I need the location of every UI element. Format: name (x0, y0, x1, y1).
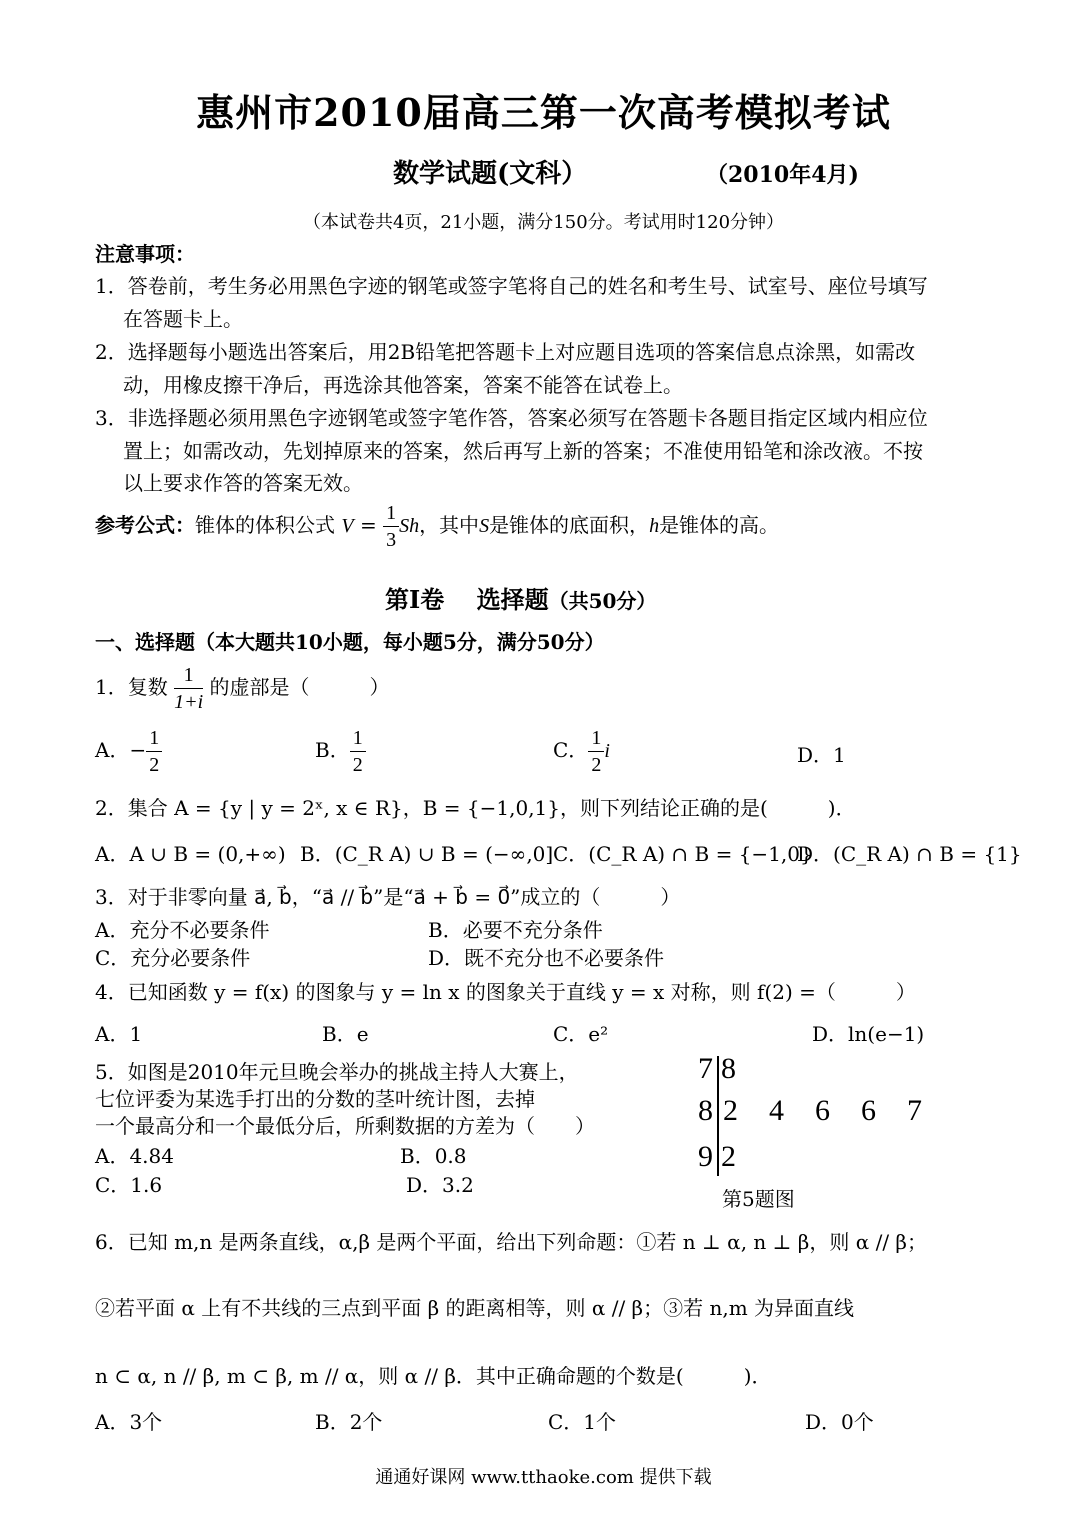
question-3: 3．对于非零向量 a⃗, b⃗，“a⃗ // b⃗”是“a⃗ + b⃗ = 0⃗”成立的（ ） (95, 885, 681, 909)
q3-option-d: D．既不充分也不必要条件 (428, 946, 665, 970)
q2-option-d: D．(C_R A) ∩ B = {1} (797, 842, 1022, 866)
q5-line-1: 5．如图是2010年元旦晚会举办的挑战主持人大赛上， (95, 1060, 579, 1084)
stem-8: 8 (698, 1094, 713, 1127)
q2-option-c: C．(C_R A) ∩ B = {−1,0} (553, 842, 813, 866)
formula-v: V (341, 515, 354, 537)
q1-option-b (315, 725, 366, 778)
formula-s: S (479, 515, 490, 537)
q1-option-c-den: 2 (591, 754, 602, 776)
formula-fraction (383, 500, 399, 553)
notice-heading: 注意事项： (95, 242, 195, 266)
notice-item-1-line-1: 1．答卷前，考生务必用黑色字迹的钢笔或签字笔将自己的姓名和考生号、试室号、座位号填写 (95, 274, 928, 298)
stem-9: 9 (698, 1140, 713, 1173)
q1-fraction (174, 662, 203, 715)
q1-option-d-label: D． (797, 743, 834, 767)
leaves-7: 8 (721, 1052, 736, 1085)
formula-text-3: 是锥体的底面积， (489, 513, 650, 537)
q5-option-c: C．1.6 (95, 1173, 163, 1197)
stem-leaf-caption: 第5题图 (722, 1187, 795, 1211)
q1-option-b-num: 1 (350, 725, 366, 752)
notice-item-2-line-1: 2．选择题每小题选出答案后，用2B铅笔把答题卡上对应题目选项的答案信息点涂黑，如需改 (95, 340, 916, 364)
notice-item-2-line-2: 动，用橡皮擦干净后，再选涂其他答案，答案不能答在试卷上。 (123, 373, 683, 397)
q5-option-b: B．0.8 (400, 1144, 467, 1168)
footer-source: 通通好课网 www.tthaoke.com 提供下载 (375, 1467, 712, 1488)
reference-formula (95, 500, 779, 553)
q5-line-2: 七位评委为某选手打出的分数的茎叶统计图，去掉 (95, 1087, 535, 1111)
question-4: 4．已知函数 y = f(x) 的图象与 y = ln x 的图象关于直线 y = x 对称，则 f(2) =（ ） (95, 980, 916, 1004)
question-2: 2．集合 A = {y | y = 2ˣ, x ∈ R}，B = {−1,0,1}，则下列结论正确的是( )． (95, 796, 856, 820)
q1-option-d (797, 740, 846, 770)
q1-option-d-value: 1 (833, 743, 846, 767)
q4-option-d: D．ln(e−1) (812, 1022, 925, 1046)
formula-eq: = (359, 513, 377, 537)
q6-option-a: A．3个 (95, 1410, 163, 1434)
q4-option-c: C．e² (553, 1022, 609, 1046)
q1-option-a-den: 2 (149, 754, 160, 776)
notice-item-3-line-2: 置上；如需改动，先划掉原来的答案，然后再写上新的答案；不准使用铅笔和涂改液。不按 (123, 439, 923, 463)
leaves-9: 2 (721, 1140, 736, 1173)
formula-text-1: 锥体的体积公式 (195, 513, 335, 537)
formula-text-2: ，其中 (419, 513, 480, 537)
notice-item-3-line-3: 以上要求作答的答案无效。 (123, 471, 363, 495)
formula-h: h (649, 515, 660, 537)
q5-line-3: 一个最高分和一个最低分后，所剩数据的方差为（ ） (95, 1114, 595, 1138)
q1-option-c-num: 1 (588, 725, 604, 752)
q1-option-b-den: 2 (352, 754, 363, 776)
formula-den: 3 (386, 529, 397, 551)
q2-option-a: A．A ∪ B = (0,+∞) (95, 842, 286, 866)
q1-prefix: 1．复数 (95, 675, 168, 699)
part-1-title: 第Ⅰ卷 选择题 (385, 585, 549, 614)
formula-text-4: 是锥体的高。 (659, 513, 780, 537)
q6-line-2: ②若平面 α 上有不共线的三点到平面 β 的距离相等，则 α // β；③若 n,m 为异面直线 (95, 1296, 855, 1320)
q1-option-a-num: 1 (146, 725, 162, 752)
q2-option-b: B．(C_R A) ∪ B = (−∞,0] (300, 842, 554, 866)
exam-description: （本试卷共4页，21小题，满分150分。考试用时120分钟） (302, 212, 785, 233)
exam-title: 惠州市2010届高三第一次高考模拟考试 (196, 90, 891, 135)
q6-line-3: n ⊂ α, n // β, m ⊂ β, m // α，则 α // β．其中正确命题的个数是( )． (95, 1364, 772, 1388)
q1-option-c-tail: i (604, 740, 610, 762)
formula-num: 1 (383, 500, 399, 527)
leaves-8: 2 4 6 6 7 (723, 1094, 922, 1127)
q6-option-d: D．0个 (805, 1410, 874, 1434)
section-1-heading: 一、选择题（本大题共10小题，每小题5分，满分50分） (95, 630, 605, 654)
q6-option-b: B．2个 (315, 1410, 383, 1434)
q1-num: 1 (174, 662, 203, 689)
q1-option-a-label: A． (95, 738, 130, 762)
q1-suffix: 的虚部是（ ） (209, 675, 390, 699)
q1-option-a-fraction (146, 725, 162, 778)
q1-option-c-label: C． (553, 738, 589, 762)
q3-option-c: C．充分必要条件 (95, 946, 251, 970)
q6-line-1: 6．已知 m,n 是两条直线，α,β 是两个平面，给出下列命题：①若 n ⊥ α, n ⊥ β，则 α // β； (95, 1230, 927, 1254)
stem-7: 7 (698, 1052, 713, 1085)
stem-leaf-divider (717, 1056, 719, 1176)
question-1 (95, 662, 390, 715)
formula-sh: Sh (399, 515, 420, 537)
q3-option-a: A．充分不必要条件 (95, 918, 270, 942)
q1-den: 1+i (174, 691, 204, 713)
q4-option-b: B．e (322, 1022, 369, 1046)
part-1-heading (385, 580, 656, 616)
exam-subtitle: 数学试题(文科） (393, 159, 588, 189)
q1-option-c-fraction (588, 725, 604, 778)
q4-option-a: A．1 (95, 1022, 143, 1046)
q1-option-a (95, 725, 162, 778)
q1-option-b-fraction (350, 725, 366, 778)
q5-option-a: A．4.84 (95, 1144, 174, 1168)
notice-item-1-line-2: 在答题卡上。 (123, 307, 243, 331)
q1-option-a-sign: − (129, 738, 147, 762)
exam-date: （2010年4月) (706, 162, 859, 188)
q1-option-b-label: B． (315, 738, 350, 762)
q3-option-b: B．必要不充分条件 (428, 918, 603, 942)
part-1-score: （共50分） (548, 589, 657, 613)
q6-option-c: C．1个 (548, 1410, 617, 1434)
notice-item-3-line-1: 3．非选择题必须用黑色字迹钢笔或签字笔作答，答案必须写在答题卡各题目指定区域内相应位 (95, 406, 928, 430)
formula-label: 参考公式： (95, 513, 195, 537)
q5-option-d: D．3.2 (406, 1173, 474, 1197)
q1-option-c (553, 725, 610, 778)
